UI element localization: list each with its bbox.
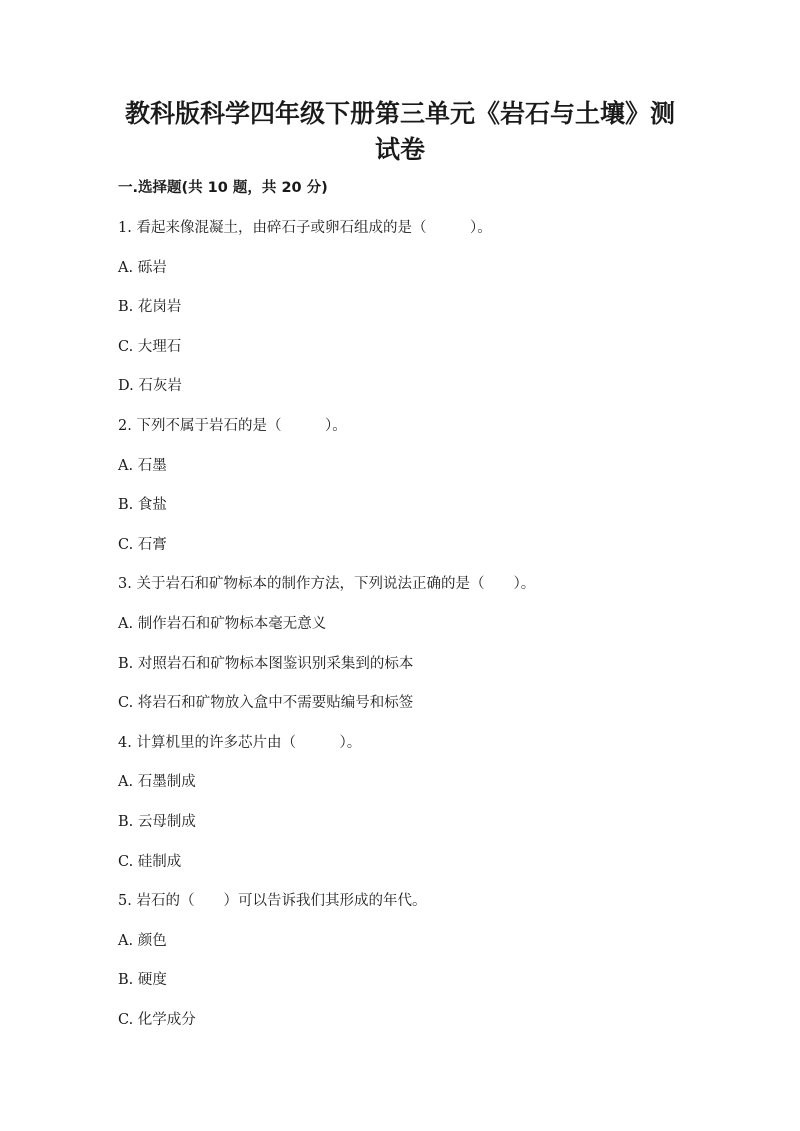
answer-option: B. 云母制成 [118, 813, 196, 830]
answer-option: C. 石膏 [118, 536, 167, 553]
answer-option: C. 硅制成 [118, 853, 182, 870]
answer-option: D. 石灰岩 [118, 378, 182, 395]
answer-option: A. 砾岩 [118, 259, 167, 276]
section-heading: 一.选择题(共 10 题，共 20 分) [118, 180, 328, 196]
question-list [118, 218, 738, 1049]
page-title [0, 96, 800, 168]
answer-option: C. 大理石 [118, 338, 182, 355]
question-2 [118, 416, 738, 555]
question-stem: 2. 下列不属于岩石的是（ ）。 [118, 417, 347, 434]
question-stem: 1. 看起来像混凝土，由碎石子或卵石组成的是（ ）。 [118, 220, 492, 236]
question-3 [118, 574, 738, 713]
answer-option: A. 石墨制成 [118, 774, 196, 791]
title-line-1: 教科版科学四年级下册第三单元《岩石与土壤》测 [124, 99, 675, 128]
answer-option: B. 花岗岩 [118, 299, 182, 316]
question-stem: 5. 岩石的（ ）可以告诉我们其形成的年代。 [118, 893, 427, 910]
answer-option: B. 对照岩石和矿物标本图鉴识别采集到的标本 [118, 655, 414, 672]
question-1 [118, 218, 738, 396]
answer-option: A. 制作岩石和矿物标本毫无意义 [118, 615, 327, 632]
answer-option: A. 颜色 [118, 932, 167, 949]
answer-option: C. 化学成分 [118, 1011, 196, 1028]
question-4 [118, 733, 738, 872]
answer-option: A. 石墨 [118, 457, 167, 474]
title-line-2: 试卷 [374, 135, 425, 164]
answer-option: C. 将岩石和矿物放入盒中不需要贴编号和标签 [118, 695, 414, 712]
question-stem: 3. 关于岩石和矿物标本的制作方法，下列说法正确的是（ ）。 [118, 576, 536, 593]
answer-option: B. 硬度 [118, 972, 167, 989]
question-stem: 4. 计算机里的许多芯片由（ ）。 [118, 734, 362, 751]
question-5 [118, 891, 738, 1030]
answer-option: B. 食盐 [118, 497, 167, 514]
